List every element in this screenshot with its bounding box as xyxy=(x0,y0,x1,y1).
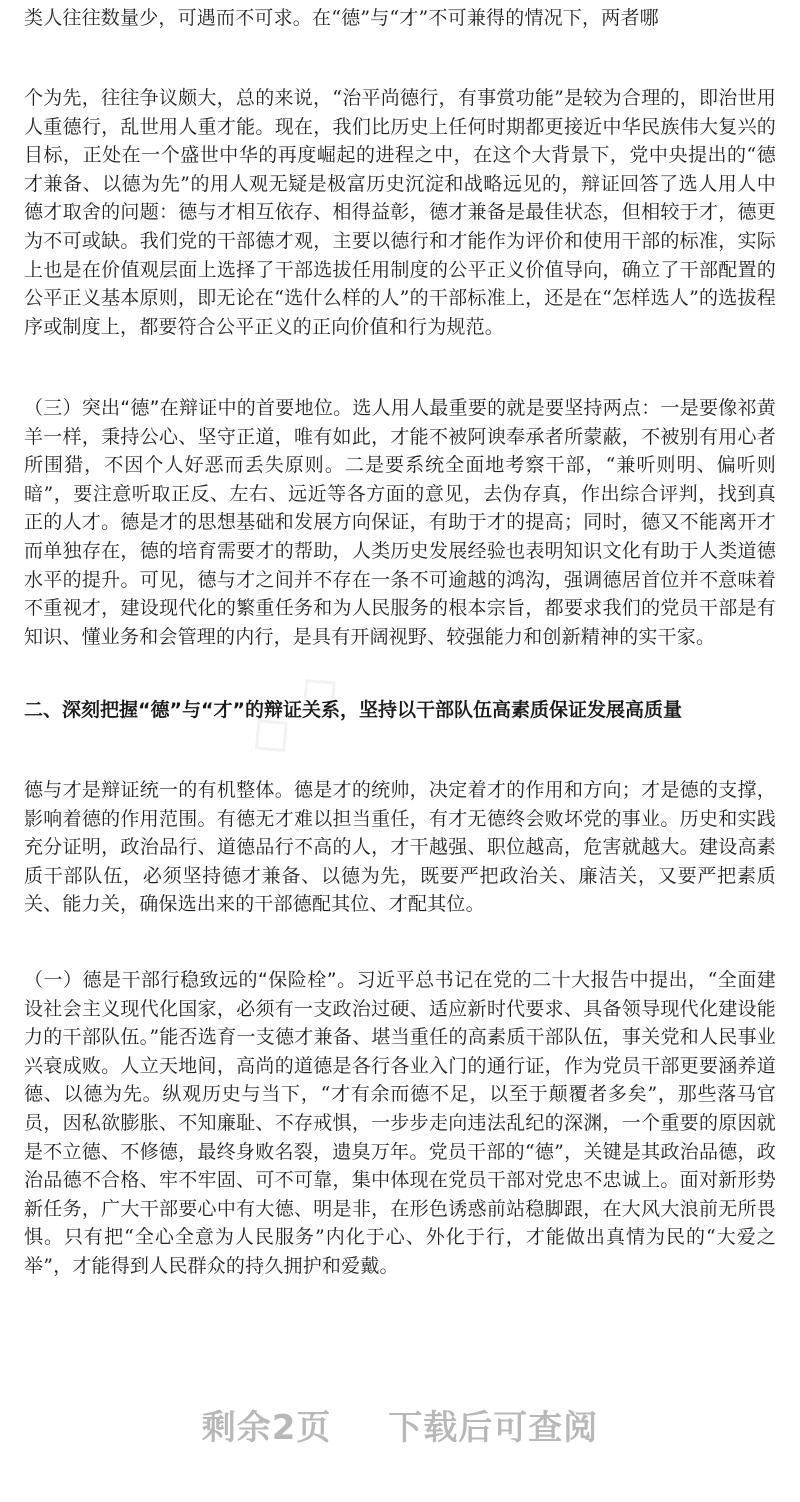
section-two-heading: 二、深刻把握“德”与“才”的辩证关系，坚持以干部队伍高素质保证发展高质量 xyxy=(24,699,682,721)
section-three-heading: （三）突出“德”在辩证中的首要地位。 xyxy=(24,397,353,419)
section-one-heading: （一）德是干部行稳致远的“保险栓”。 xyxy=(24,969,357,991)
dialectical-unity-paragraph: 德与才是辩证统一的有机整体。德是才的统帅，决定着才的作用和方向；才是德的支撑，影响着德的作用范围。有德无才难以担当重任，有才无德终会败坏党的事业。历史和实践充分证明，政治品行、道德品行不高的人，才干越强、职位越高，危害就越大。建设高素质干部队伍，必须坚持德才兼备、以德为先，既要严把政治关、廉洁关，又要严把素质关、能力关，确保选出来的干部德配其位、才配其位。 xyxy=(24,779,776,916)
section-one-body: 习近平总书记在党的二十大报告中提出，“全面建设社会主义现代化国家，必须有一支政治过硬、适应新时代要求、具备领导现代化建设能力的干部队伍。”能否选育一支德才兼备、堪当重任的高素质干部队伍，事关党和人民事业兴衰成败。人立天地间，高尚的道德是各行各业入门的通行证，作为党员干部更要涵养道德、以德为先。纵观历史与当下，“才有余而德不足，以至于颠覆者多矣”，那些落马官员，因私欲膨胀、不知廉耻、不存戒惧，一步步走向违法乱纪的深渊，一个重要的原因就是不立德、不修德，最终身败名裂，遗臭万年。党员干部的“德”，关键是其政治品德，政治品德不合格、牢不牢固、可不可靠，集中体现在党员干部对党忠不忠诚上。面对新形势新任务，广大干部要心中有大德、明是非，在形色诱惑前站稳脚跟，在大风大浪前无所畏惧。只有把“全心全意为人民服务”内化于心、外化于行，才能做出真情为民的“大爱之举”，才能得到人民群众的持久拥护和爱戴。 xyxy=(24,969,776,1277)
section-one-paragraph xyxy=(24,966,776,1281)
download-prompt[interactable] xyxy=(0,1400,800,1449)
remaining-pages-label: 剩余2页 xyxy=(201,1408,332,1448)
top-fragment-paragraph: 类人往往数量少，可遇而不可求。在“德”与“才”不可兼得的情况下，两者哪 xyxy=(24,7,659,29)
section-three-body: 选人用人最重要的就是要坚持两点：一是要像祁黄羊一样，秉持公心、坚守正道，唯有如此，才能不被阿谀奉承者所蒙蔽，不被别有用心者所围猎，不因个人好恶而丢失原则。二是要系统全面地考察干部，“兼听则明、偏听则暗”，要注意听取正反、左右、远近等各方面的意见，去伪存真，作出综合评判，找到真正的人才。德是才的思想基础和发展方向保证，有助于才的提高；同时，德又不能离开才而单独存在，德的培育需要才的帮助，人类历史发展经验也表明知识文化有助于人类道德水平的提升。可见，德与才之间并不存在一条不可逾越的鸿沟，强调德居首位并不意味着不重视才，建设现代化的繁重任务和为人民服务的根本宗旨，都要求我们的党员干部是有知识、懂业务和会管理的内行，是具有开阔视野、较强能力和创新精神的实干家。 xyxy=(24,397,776,648)
download-to-view-label[interactable]: 下载后可查阅 xyxy=(388,1408,599,1448)
watermark-logo: ◇ ◇ xyxy=(231,653,355,772)
section-three-paragraph xyxy=(24,394,776,651)
paragraph-de-cai-priority: 个为先，往往争议颇大，总的来说，“治平尚德行，有事赏功能”是较为合理的，即治世用人重德行，乱世用人重才能。现在，我们比历史上任何时期都更接近中华民族伟大复兴的目标，正处在一个盛世中华的再度崛起的进程之中，在这个大背景下，党中央提出的“德才兼备、以德为先”的用人观无疑是极富历史沉淀和战略远见的，辩证回答了选人用人中德才取舍的问题：德与才相互依存、相得益彰，德才兼备是最佳状态，但相较于才，德更为不可或缺。我们党的干部德才观，主要以德行和才能作为评价和使用干部的标准，实际上也是在价值观层面上选择了干部选拔任用制度的公平正义价值导向，确立了干部配置的公平正义基本原则，即无论在“选什么样的人”的干部标准上，还是在“怎样选人”的选拔程序或制度上，都要符合公平正义的正向价值和行为规范。 xyxy=(24,87,776,338)
